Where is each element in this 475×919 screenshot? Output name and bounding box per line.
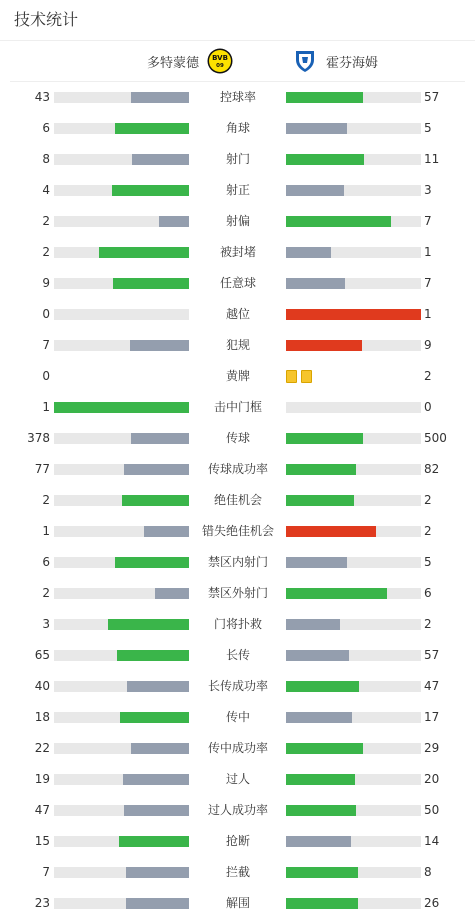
stat-row [0, 423, 475, 454]
home-value: 15 [34, 834, 50, 848]
home-value: 9 [42, 276, 50, 290]
away-value: 500 [424, 431, 447, 445]
home-team[interactable] [147, 41, 233, 81]
stat-label: 射偏 [225, 214, 250, 228]
home-bar-track [54, 898, 189, 909]
away-value: 26 [424, 896, 440, 910]
stat-label: 角球 [225, 121, 250, 135]
home-bar-track [54, 681, 189, 692]
bvb-logo-icon [207, 48, 233, 74]
away-bar-track [286, 557, 421, 568]
stat-row [0, 330, 475, 361]
stat-row [0, 361, 475, 392]
away-bar-fill [286, 774, 355, 785]
away-bar-fill [286, 340, 362, 351]
away-bar-fill [286, 712, 352, 723]
away-team[interactable] [292, 41, 378, 81]
away-bar-track [286, 867, 421, 878]
home-bar-track [54, 867, 189, 878]
stat-row [0, 795, 475, 826]
home-bar-fill [131, 92, 189, 103]
stat-label: 绝佳机会 [213, 493, 262, 507]
home-bar-fill [54, 402, 189, 413]
home-bar-track [54, 805, 189, 816]
stat-row [0, 175, 475, 206]
stat-row [0, 857, 475, 888]
stat-row [0, 609, 475, 640]
home-value: 3 [42, 617, 50, 631]
away-value: 11 [424, 152, 440, 166]
home-bar-fill [126, 867, 189, 878]
stat-label: 抢断 [225, 834, 250, 848]
home-value: 6 [42, 121, 50, 135]
home-value: 2 [42, 493, 50, 507]
stat-row [0, 826, 475, 857]
home-bar-track [54, 650, 189, 661]
home-bar-fill [117, 650, 189, 661]
away-bar-fill [286, 898, 358, 909]
home-value: 0 [42, 369, 50, 383]
home-bar-track [54, 247, 189, 258]
stat-label: 传中 [225, 710, 250, 724]
home-bar-fill [131, 433, 189, 444]
away-value: 6 [424, 586, 432, 600]
home-bar-track [54, 743, 189, 754]
away-value: 50 [424, 803, 440, 817]
away-value: 0 [424, 400, 432, 414]
hoffenheim-logo-icon [292, 48, 318, 74]
stat-row [0, 144, 475, 175]
away-bar-fill [286, 650, 349, 661]
home-value: 4 [42, 183, 50, 197]
home-bar-fill [159, 216, 189, 227]
away-bar-fill [286, 588, 387, 599]
away-bar-fill [286, 743, 363, 754]
home-value: 43 [34, 90, 50, 104]
away-bar-track [286, 92, 421, 103]
home-value: 7 [42, 865, 50, 879]
stat-label: 禁区外射门 [207, 586, 268, 600]
home-bar-fill [99, 247, 189, 258]
away-bar-fill [286, 464, 356, 475]
home-bar-fill [132, 154, 189, 165]
home-value: 2 [42, 245, 50, 259]
away-bar-track [286, 309, 421, 320]
home-value: 19 [34, 772, 50, 786]
away-bar-track [286, 433, 421, 444]
stat-label: 传球 [225, 431, 250, 445]
away-bar-track [286, 340, 421, 351]
away-bar-track [286, 154, 421, 165]
home-bar-track [54, 278, 189, 289]
home-bar-fill [108, 619, 189, 630]
stat-row [0, 454, 475, 485]
home-value: 18 [34, 710, 50, 724]
away-bar-fill [286, 495, 354, 506]
away-value: 14 [424, 834, 440, 848]
stat-label: 过人成功率 [207, 803, 268, 817]
stat-row [0, 640, 475, 671]
yellow-card-icon [286, 370, 297, 383]
stat-row [0, 733, 475, 764]
away-bar-track [286, 216, 421, 227]
away-value: 2 [424, 493, 432, 507]
home-value: 2 [42, 214, 50, 228]
home-bar-fill [119, 836, 189, 847]
home-bar-track [54, 123, 189, 134]
away-bar-fill [286, 123, 347, 134]
away-bar-track [286, 681, 421, 692]
stat-row [0, 113, 475, 144]
home-bar-track [54, 309, 189, 320]
home-value: 6 [42, 555, 50, 569]
stat-row [0, 206, 475, 237]
away-bar-track [286, 495, 421, 506]
away-bar-track [286, 123, 421, 134]
away-value: 47 [424, 679, 440, 693]
home-bar-fill [123, 774, 189, 785]
stat-label: 射正 [225, 183, 250, 197]
home-bar-track [54, 464, 189, 475]
away-value: 8 [424, 865, 432, 879]
stat-row [0, 516, 475, 547]
away-value: 82 [424, 462, 440, 476]
home-bar-fill [124, 464, 189, 475]
stat-row [0, 237, 475, 268]
away-bar-track [286, 247, 421, 258]
stat-row [0, 547, 475, 578]
away-bar-fill [286, 92, 363, 103]
home-value: 7 [42, 338, 50, 352]
away-value: 3 [424, 183, 432, 197]
away-bar-fill [286, 216, 391, 227]
away-bar-fill [286, 154, 364, 165]
away-bar-track [286, 712, 421, 723]
home-bar-fill [124, 805, 189, 816]
stat-label: 传球成功率 [207, 462, 268, 476]
away-yellow-cards [286, 370, 312, 383]
home-bar-fill [127, 681, 189, 692]
home-value: 65 [34, 648, 50, 662]
home-value: 40 [34, 679, 50, 693]
away-bar-track [286, 278, 421, 289]
teams-header [10, 41, 465, 82]
stat-row [0, 671, 475, 702]
home-bar-track [54, 340, 189, 351]
stat-label: 控球率 [219, 90, 256, 104]
away-value: 1 [424, 307, 432, 321]
home-value: 23 [34, 896, 50, 910]
away-bar-fill [286, 247, 331, 258]
stat-label: 射门 [225, 152, 250, 166]
home-bar-track [54, 526, 189, 537]
away-bar-fill [286, 526, 376, 537]
home-bar-track [54, 216, 189, 227]
away-bar-track [286, 619, 421, 630]
stat-label: 被封堵 [219, 245, 256, 259]
stat-label: 过人 [225, 772, 250, 786]
away-bar-track [286, 898, 421, 909]
home-bar-track [54, 92, 189, 103]
stat-row [0, 888, 475, 919]
stat-row [0, 299, 475, 330]
stat-row [0, 578, 475, 609]
away-bar-track [286, 743, 421, 754]
stat-label: 解围 [225, 896, 250, 910]
home-bar-track [54, 185, 189, 196]
home-bar-fill [115, 123, 189, 134]
away-team-name: 霍芬海姆 [326, 55, 379, 71]
away-value: 29 [424, 741, 440, 755]
home-bar-fill [120, 712, 189, 723]
away-value: 7 [424, 276, 432, 290]
stat-label: 禁区内射门 [207, 555, 268, 569]
home-value: 0 [42, 307, 50, 321]
svg-text:BVB: BVB [212, 54, 228, 62]
away-bar-track [286, 185, 421, 196]
stat-label: 长传成功率 [207, 679, 268, 693]
home-bar-track [54, 402, 189, 413]
home-bar-track [54, 588, 189, 599]
away-bar-track [286, 805, 421, 816]
away-bar-fill [286, 185, 344, 196]
home-team-name: 多特蒙德 [146, 55, 199, 71]
stat-label: 越位 [225, 307, 250, 321]
home-bar-fill [113, 278, 189, 289]
away-value: 5 [424, 121, 432, 135]
away-bar-track [286, 464, 421, 475]
home-value: 1 [42, 524, 50, 538]
home-bar-fill [155, 588, 189, 599]
yellow-card-icon [301, 370, 312, 383]
stat-row [0, 268, 475, 299]
home-value: 22 [34, 741, 50, 755]
stats-table [0, 82, 475, 919]
stat-row [0, 764, 475, 795]
home-bar-fill [122, 495, 190, 506]
away-bar-fill [286, 619, 340, 630]
away-value: 7 [424, 214, 432, 228]
home-bar-fill [115, 557, 189, 568]
home-bar-fill [126, 898, 189, 909]
away-value: 1 [424, 245, 432, 259]
away-value: 57 [424, 90, 440, 104]
home-bar-track [54, 774, 189, 785]
away-value: 9 [424, 338, 432, 352]
home-bar-fill [130, 340, 189, 351]
away-value: 2 [424, 369, 432, 383]
stat-label: 任意球 [219, 276, 256, 290]
away-bar-track [286, 836, 421, 847]
home-value: 2 [42, 586, 50, 600]
away-bar-fill [286, 278, 345, 289]
away-bar-track [286, 588, 421, 599]
away-value: 2 [424, 524, 432, 538]
away-value: 5 [424, 555, 432, 569]
svg-text:09: 09 [216, 63, 224, 69]
home-bar-track [54, 712, 189, 723]
home-bar-track [54, 836, 189, 847]
home-value: 8 [42, 152, 50, 166]
away-bar-fill [286, 681, 359, 692]
away-bar-fill [286, 309, 421, 320]
away-value: 20 [424, 772, 440, 786]
page-title: 技术统计 [0, 0, 475, 41]
home-bar-fill [112, 185, 189, 196]
home-bar-fill [131, 743, 189, 754]
away-bar-fill [286, 867, 358, 878]
away-bar-fill [286, 805, 356, 816]
home-bar-track [54, 495, 189, 506]
stat-label: 击中门框 [213, 400, 262, 414]
stat-row [0, 392, 475, 423]
home-bar-track [54, 557, 189, 568]
away-value: 57 [424, 648, 440, 662]
away-value: 17 [424, 710, 440, 724]
away-bar-track [286, 402, 421, 413]
away-bar-track [286, 774, 421, 785]
home-bar-track [54, 154, 189, 165]
stat-row [0, 82, 475, 113]
home-bar-track [54, 619, 189, 630]
home-value: 378 [27, 431, 50, 445]
stat-label: 门将扑救 [213, 617, 262, 631]
away-bar-track [286, 526, 421, 537]
stat-label: 黄牌 [225, 369, 250, 383]
stat-label: 拦截 [225, 865, 250, 879]
away-value: 2 [424, 617, 432, 631]
stat-row [0, 702, 475, 733]
stat-label: 传中成功率 [207, 741, 268, 755]
home-value: 77 [34, 462, 50, 476]
away-bar-track [286, 650, 421, 661]
stat-label: 错失绝佳机会 [201, 524, 274, 538]
stat-label: 犯规 [225, 338, 250, 352]
stat-row [0, 485, 475, 516]
away-bar-fill [286, 433, 363, 444]
home-bar-fill [144, 526, 189, 537]
stat-label: 长传 [225, 648, 250, 662]
home-value: 47 [34, 803, 50, 817]
home-bar-track [54, 433, 189, 444]
away-bar-fill [286, 836, 351, 847]
away-bar-fill [286, 557, 347, 568]
home-value: 1 [42, 400, 50, 414]
